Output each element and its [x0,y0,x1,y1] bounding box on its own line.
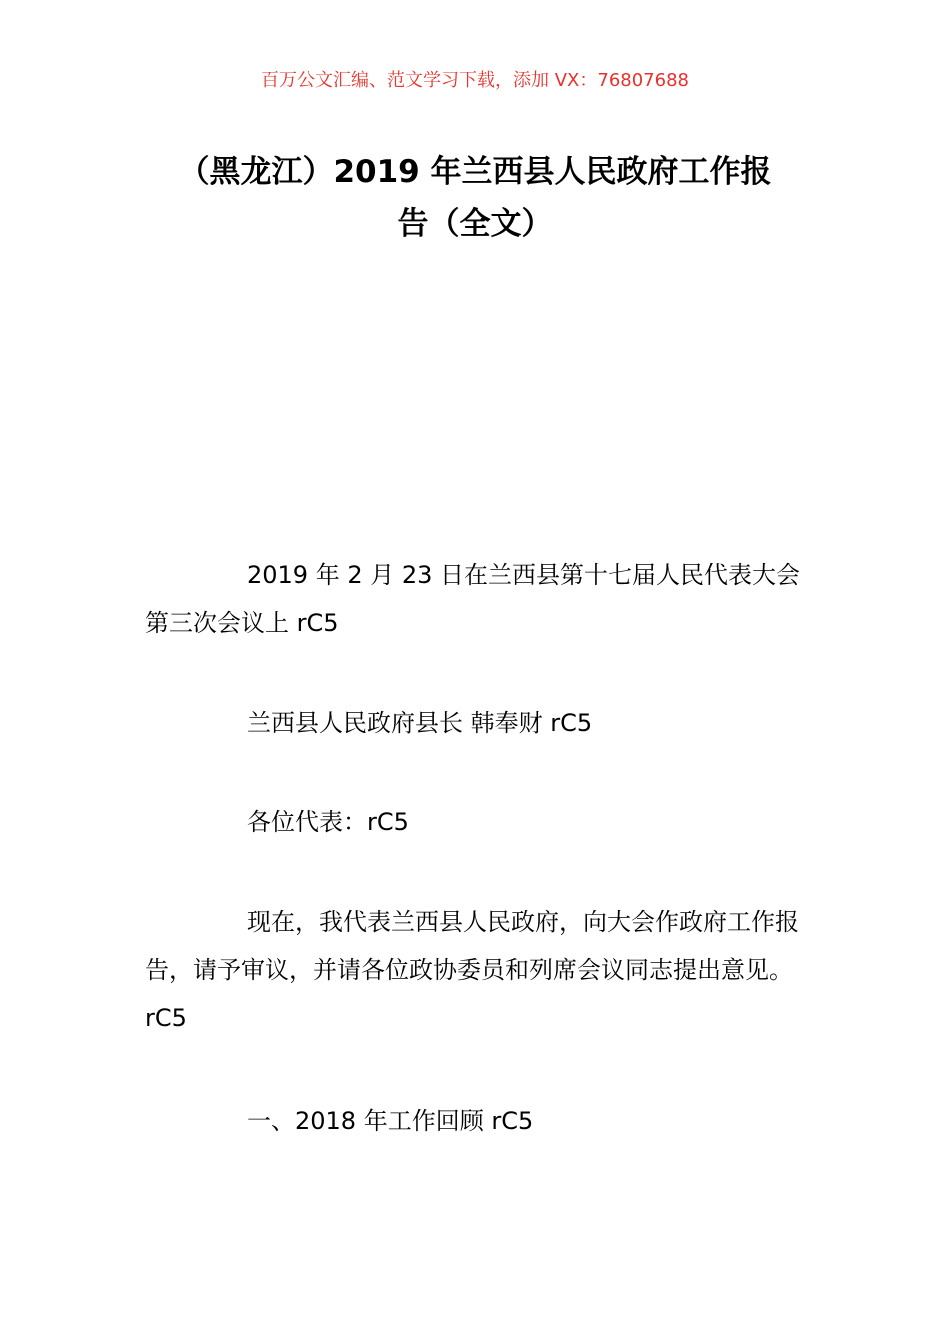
meeting-info-paragraph: 2019 年 2 月 23 日在兰西县第十七届人民代表大会第三次会议上 rC5 [145,561,801,637]
document-title-line-1: （黑龙江）2019 年兰西县人民政府工作报 [178,154,772,190]
section-heading-paragraph: 一、2018 年工作回顾 rC5 [247,1107,534,1135]
speaker-paragraph: 兰西县人民政府县长 韩奉财 rC5 [247,709,593,737]
salutation-paragraph: 各位代表：rC5 [247,808,409,836]
intro-paragraph: 现在，我代表兰西县人民政府，向大会作政府工作报告，请予审议，并请各位政协委员和列席会议同志提出意见。rC5 [145,908,799,1032]
document-title-line-2: 告（全文） [397,206,553,242]
header-note: 百万公文汇编、范文学习下载，添加 VX：76807688 [261,70,689,91]
document-title [140,146,810,250]
